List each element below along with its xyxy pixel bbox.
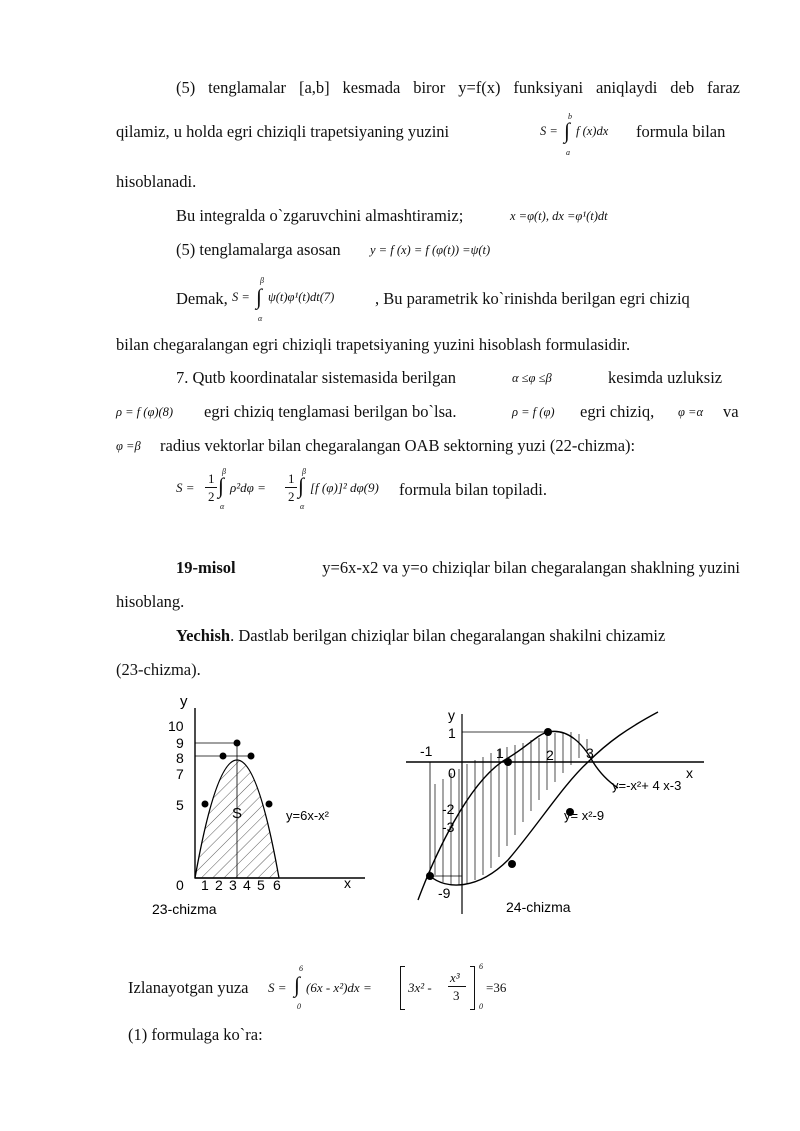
paragraph-line: bilan chegaralangan egri chiziqli trapetsiyaning yuzini hisoblash formulasidir.: [116, 335, 631, 354]
y-tick-label: 8: [176, 750, 184, 766]
solution-text: . Dastlab berilgan chiziqlar bilan chegaralangan shakilni chizamiz: [230, 626, 666, 645]
curve-point: [426, 872, 434, 880]
y-axis-label: y: [448, 707, 455, 723]
axis-label: -9: [438, 885, 451, 901]
inline-formula: ρ = f (φ): [512, 405, 555, 419]
x-tick-label: 6: [273, 877, 281, 893]
paragraph-line: formula bilan: [636, 122, 726, 141]
paragraph-line: va: [723, 402, 739, 421]
x-tick-label: 0: [176, 877, 184, 893]
paragraph-line: Izlanayotgan yuza: [128, 978, 249, 997]
integral-formula: S = ∫ b a f (x)dx: [540, 112, 609, 157]
x-tick-label: 3: [229, 877, 237, 893]
x-tick-label: 5: [257, 877, 265, 893]
x-tick-label: 2: [215, 877, 223, 893]
paragraph-line: kesimda uzluksiz: [608, 368, 723, 387]
y-axis-label: y: [180, 693, 188, 710]
x-axis-label: x: [686, 765, 693, 781]
figure-23: [140, 690, 380, 925]
curve-point: [202, 801, 209, 808]
figure-caption: 24-chizma: [506, 899, 571, 915]
paragraph-line: , Bu parametrik ko`rinishda berilgan egri chiziq: [375, 289, 690, 308]
curve-point: [220, 753, 227, 760]
curve-label: y=6x-x²: [286, 808, 329, 823]
inline-formula: φ =α: [678, 405, 704, 419]
curve-point: [248, 753, 255, 760]
axis-label: -2: [442, 801, 455, 817]
solution-title: Yechish: [176, 626, 231, 645]
example-title: 19-misol: [176, 558, 236, 577]
paragraph-line: Bu integralda o`zgaruvchini almashtiramiz;: [176, 206, 464, 225]
curve-point: [544, 728, 552, 736]
paragraph-line: egri chiziq tenglamasi berilgan bo`lsa.: [204, 402, 457, 421]
paragraph-line: Demak,: [176, 289, 228, 308]
paragraph-line: hisoblanadi.: [116, 172, 197, 191]
substitution-formula: x =φ(t), dx =φ¹(t)dt: [510, 209, 608, 223]
area-label: S: [232, 805, 243, 822]
x-tick-label: 4: [243, 877, 251, 893]
y-tick-label: 5: [176, 797, 184, 813]
y-tick-label: 9: [176, 735, 184, 751]
substitution-formula: y = f (x) = f (φ(t)) =ψ(t): [370, 243, 491, 257]
axis-label: -1: [420, 743, 433, 759]
example-text: y=6x-x2 va y=o chiziqlar bilan chegaralangan shaklning yuzini: [322, 558, 740, 577]
curve-point: [508, 860, 516, 868]
paragraph-line: (23-chizma).: [116, 660, 201, 679]
axis-label: 1: [496, 745, 504, 761]
curve-point: [504, 758, 512, 766]
axis-label: 1: [448, 725, 456, 741]
inline-formula: ρ = f (φ)(8): [116, 405, 174, 419]
axis-label: 2: [546, 747, 554, 763]
figure-caption: 23-chizma: [152, 901, 217, 917]
paragraph-line: egri chiziq,: [580, 402, 655, 421]
curve-label: y=-x²+ 4 x-3: [612, 778, 682, 793]
curve-lower: [430, 712, 658, 885]
x-tick-label: 1: [201, 877, 209, 893]
inline-formula: α ≤φ ≤β: [512, 371, 552, 385]
integral-formula: S = ∫ β α ψ(t)φ¹(t)dt(7): [232, 276, 335, 323]
curve-point: [266, 801, 273, 808]
paragraph-line: (5) tenglamalar [a,b] kesmada biror y=f(x) funksiyani aniqlaydi deb faraz: [176, 78, 740, 97]
curve-label: y= x²-9: [564, 808, 605, 823]
solution-line: [176, 626, 665, 646]
paragraph-line: (5) tenglamalarga asosan: [176, 240, 341, 259]
axis-label: 0: [448, 765, 456, 781]
polar-area-formula: S = 1 2 ∫ β α ρ²dφ = 1 2 ∫ β α [f (φ)]² dφ(9): [176, 467, 379, 511]
y-tick-label: 10: [168, 718, 184, 734]
axis-label: -3: [442, 819, 455, 835]
example-line: [176, 558, 740, 578]
axis-label: 3: [586, 745, 594, 761]
curve-point: [234, 740, 241, 747]
paragraph-line: qilamiz, u holda egri chiziqli trapetsiyaning yuzini: [116, 122, 450, 141]
figure-24: [398, 700, 710, 922]
paragraph-line: radius vektorlar bilan chegaralangan OAB sektorning yuzi (22-chizma):: [160, 436, 636, 455]
inline-formula: φ =β: [116, 439, 141, 453]
y-tick-label: 7: [176, 766, 184, 782]
paragraph-line: formula bilan topiladi.: [399, 480, 548, 499]
x-axis-label: x: [344, 875, 351, 891]
area-formula: S = ∫ 6 0 (6x - x²)dx = 3x² - x³ 3 6 0 =36: [268, 962, 507, 1011]
paragraph-line: (1) formulaga ko`ra:: [128, 1025, 263, 1044]
paragraph-line: hisoblang.: [116, 592, 185, 611]
paragraph-line: 7. Qutb koordinatalar sistemasida berilgan: [176, 368, 456, 387]
